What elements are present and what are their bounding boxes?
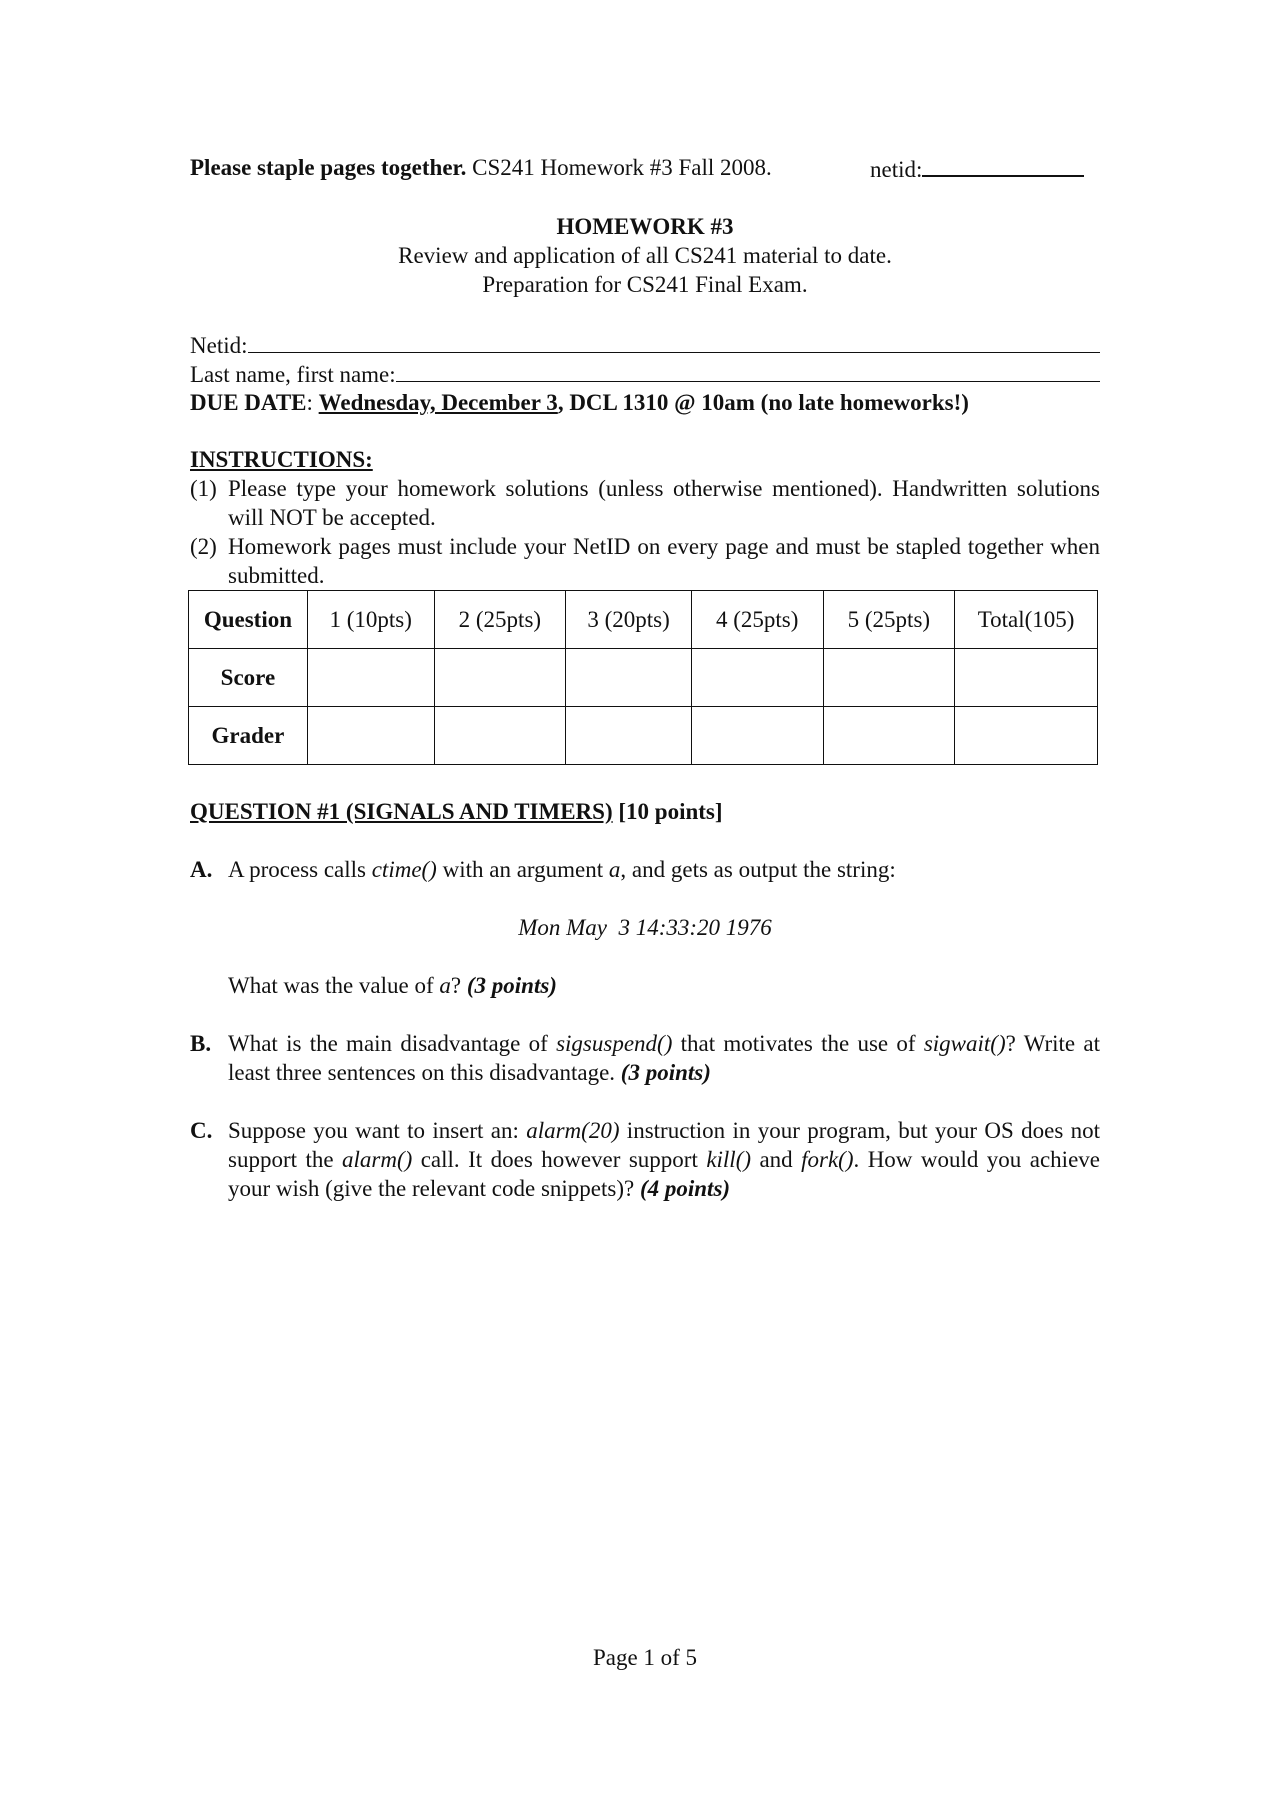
column-header: 4 (25pts) [691, 591, 823, 649]
page-number: Page 1 of 5 [592, 1645, 698, 1670]
part-a [190, 855, 1100, 884]
part-a-question [190, 971, 1100, 1000]
title-block [190, 212, 1100, 299]
student-fields [190, 330, 1100, 417]
instruction-number: (1) [190, 476, 217, 501]
course-line: CS241 Homework #3 Fall 2008. [472, 155, 772, 180]
function-name: ctime() [371, 857, 437, 882]
text-span: with an argument [436, 857, 609, 882]
column-header: 5 (25pts) [823, 591, 955, 649]
staple-note: Please staple pages together. [190, 155, 467, 180]
score-cell[interactable] [955, 649, 1098, 707]
question-1-points: [10 points] [612, 799, 723, 824]
top-header-line [190, 153, 1100, 182]
column-header: 1 (10pts) [307, 591, 434, 649]
text-span: ? [450, 973, 467, 998]
name-field [190, 359, 1100, 388]
function-name: sigwait() [923, 1031, 1006, 1056]
question-1-heading: QUESTION #1 (SIGNALS AND TIMERS) [190, 799, 613, 824]
due-colon: : [306, 390, 319, 415]
grader-cell[interactable] [955, 707, 1098, 765]
instruction-number: (2) [190, 534, 217, 559]
part-c-points: (4 points) [639, 1176, 731, 1201]
score-cell[interactable] [434, 649, 566, 707]
top-netid-blank [922, 153, 1084, 177]
netid-blank [248, 330, 1101, 353]
text-span: call. It does however support [412, 1147, 707, 1172]
part-c-label: C. [190, 1118, 213, 1143]
part-a-points: (3 points) [466, 973, 557, 998]
part-b-points: (3 points) [620, 1060, 711, 1085]
text-span: ? Write at least three sentences on this disadvantage. [228, 1031, 1100, 1085]
top-netid-label: netid: [870, 157, 923, 182]
text-span: . How would you achieve your wish (give the relevant code snippets)? [228, 1147, 1100, 1201]
grader-cell[interactable] [434, 707, 566, 765]
score-cell[interactable] [566, 649, 692, 707]
column-header: Total(105) [955, 591, 1098, 649]
part-a-text [228, 855, 1100, 884]
due-date-line [190, 388, 1100, 417]
function-name: alarm() [342, 1147, 413, 1172]
grader-cell[interactable] [307, 707, 434, 765]
question-1 [190, 797, 1100, 1203]
grader-cell[interactable] [823, 707, 955, 765]
instructions [190, 445, 1100, 590]
instruction-item [190, 474, 1100, 532]
part-a-label: A. [190, 857, 213, 882]
netid-label: Netid: [190, 333, 248, 358]
text-span: instruction in your program, but your OS does not support the [228, 1118, 1100, 1172]
ctime-output: Mon May 3 14:33:20 1976 [518, 915, 772, 940]
title-line-1: Review and application of all CS241 material to date. [398, 243, 892, 268]
column-header: 2 (25pts) [434, 591, 566, 649]
function-name: alarm(20) [526, 1118, 620, 1143]
title-line-2: Preparation for CS241 Final Exam. [482, 272, 808, 297]
part-b-text [228, 1029, 1100, 1087]
question-row [189, 591, 1098, 649]
part-c-text [228, 1116, 1100, 1203]
due-rest: , DCL 1310 @ 10am (no late homeworks!) [557, 390, 969, 415]
row-header-question: Question [189, 591, 308, 649]
score-row [189, 649, 1098, 707]
name-blank [396, 359, 1100, 382]
due-date: Wednesday, December 3 [318, 390, 558, 415]
instruction-item [190, 532, 1100, 590]
function-name: fork() [801, 1147, 854, 1172]
text-span: Suppose you want to insert an: [228, 1118, 527, 1143]
text-span: What was the value of [228, 973, 440, 998]
instruction-text: Please type your homework solutions (unless otherwise mentioned). Handwritten solutions will NOT be accepted. [228, 476, 1100, 530]
score-cell[interactable] [691, 649, 823, 707]
part-b-label: B. [190, 1031, 212, 1056]
variable-name: a [608, 857, 621, 882]
text-span: What is the main disadvantage of [228, 1031, 557, 1056]
grader-cell[interactable] [566, 707, 692, 765]
question-1-title [190, 797, 1100, 826]
text-span: that motivates the use of [672, 1031, 924, 1056]
due-label: DUE DATE [190, 390, 307, 415]
top-netid [870, 153, 1084, 184]
column-header: 3 (20pts) [566, 591, 692, 649]
score-cell[interactable] [823, 649, 955, 707]
text-span: A process calls [228, 857, 372, 882]
grader-cell[interactable] [691, 707, 823, 765]
score-cell[interactable] [307, 649, 434, 707]
score-table [188, 590, 1098, 765]
homework-heading: HOMEWORK #3 [556, 214, 734, 239]
text-span: and [751, 1147, 802, 1172]
variable-name: a [439, 973, 451, 998]
name-label: Last name, first name: [190, 362, 396, 387]
part-c [190, 1116, 1100, 1203]
part-b [190, 1029, 1100, 1087]
instructions-heading: INSTRUCTIONS: [190, 447, 373, 472]
instruction-text: Homework pages must include your NetID on every page and must be stapled together when submitted. [228, 534, 1100, 588]
function-name: sigsuspend() [556, 1031, 673, 1056]
row-header-grader: Grader [189, 707, 308, 765]
row-header-score: Score [189, 649, 308, 707]
function-name: kill() [706, 1147, 752, 1172]
netid-field [190, 330, 1100, 359]
text-span: , and gets as output the string: [620, 857, 896, 882]
grader-row [189, 707, 1098, 765]
